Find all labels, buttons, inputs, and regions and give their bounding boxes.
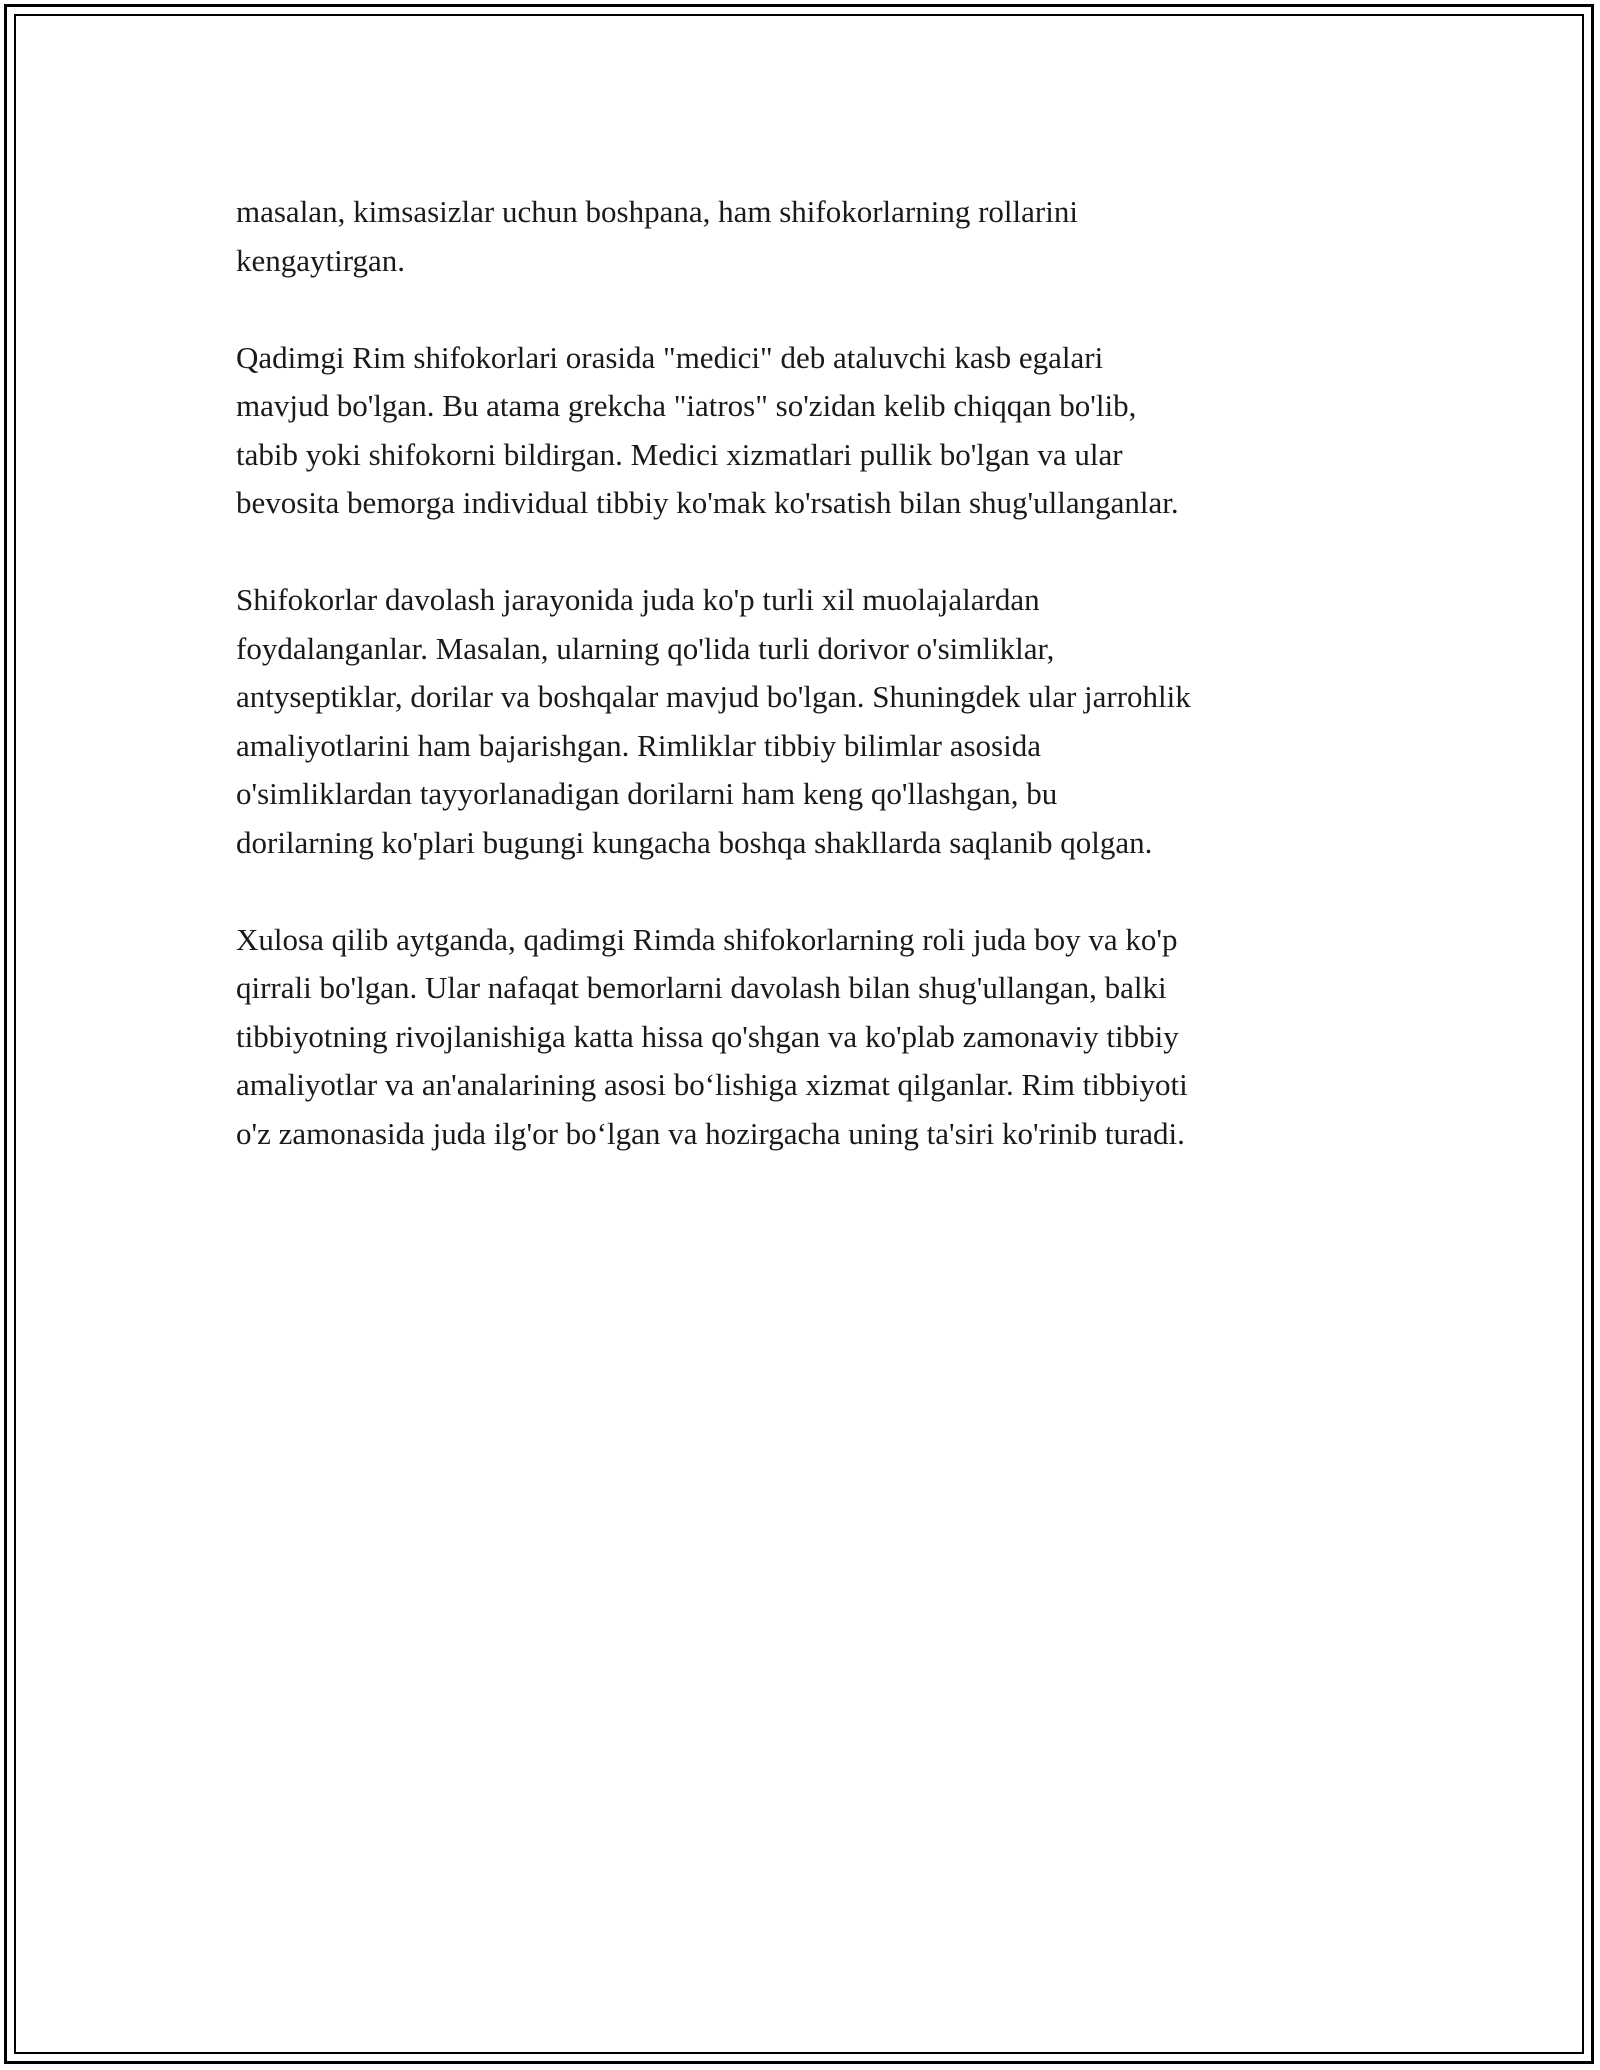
paragraph-3 <box>236 576 1386 867</box>
paragraph-line: o'z zamonasida juda ilg'or bo‘lgan va hozirgacha uning ta'siri ko'rinib turadi. <box>236 1115 1185 1151</box>
paragraph-line: foydalanganlar. Masalan, ularning qo'lida turli dorivor o'simliklar, <box>236 630 1055 666</box>
paragraph-line: amaliyotlarini ham bajarishgan. Rimliklar tibbiy bilimlar asosida <box>236 727 1041 763</box>
paragraph-line: qirrali bo'lgan. Ular nafaqat bemorlarni davolash bilan shug'ullangan, balki <box>236 970 1167 1005</box>
paragraph-line: Xulosa qilib aytganda, qadimgi Rimda shifokorlarning roli juda boy va ko'p <box>236 921 1178 957</box>
paragraph-line: dorilarning ko'plari bugungi kungacha boshqa shakllarda saqlanib qolgan. <box>236 824 1153 860</box>
paragraph-line: amaliyotlar va an'analarining asosi bo‘lishiga xizmat qilganlar. Rim tibbiyoti <box>236 1067 1188 1102</box>
document-body <box>236 188 1386 1207</box>
paragraph-line: kengaytirgan. <box>236 242 406 278</box>
paragraph-line: tabib yoki shifokorni bildirgan. Medici xizmatlari pullik bo'lgan va ular <box>236 436 1123 472</box>
paragraph-line: antyseptiklar, dorilar va boshqalar mavjud bo'lgan. Shuningdek ular jarrohlik <box>236 679 1191 714</box>
paragraph-line: bevosita bemorga individual tibbiy ko'mak ko'rsatish bilan shug'ullanganlar. <box>236 485 1179 520</box>
paragraph-4 <box>236 916 1386 1159</box>
paragraph-line: tibbiyotning rivojlanishiga katta hissa qo'shgan va ko'plab zamonaviy tibbiy <box>236 1018 1179 1054</box>
paragraph-1 <box>236 188 1386 285</box>
paragraph-line: o'simliklardan tayyorlanadigan dorilarni ham keng qo'llashgan, bu <box>236 776 1058 811</box>
paragraph-line: Qadimgi Rim shifokorlari orasida "medici" deb ataluvchi kasb egalari <box>236 339 1104 375</box>
paragraph-line: mavjud bo'lgan. Bu atama grekcha "iatros" so'zidan kelib chiqqan bo'lib, <box>236 388 1137 423</box>
paragraph-2 <box>236 334 1386 528</box>
paragraph-line: Shifokorlar davolash jarayonida juda ko'p turli xil muolajalardan <box>236 582 1040 617</box>
paragraph-line: masalan, kimsasizlar uchun boshpana, ham shifokorlarning rollarini <box>236 194 1078 229</box>
